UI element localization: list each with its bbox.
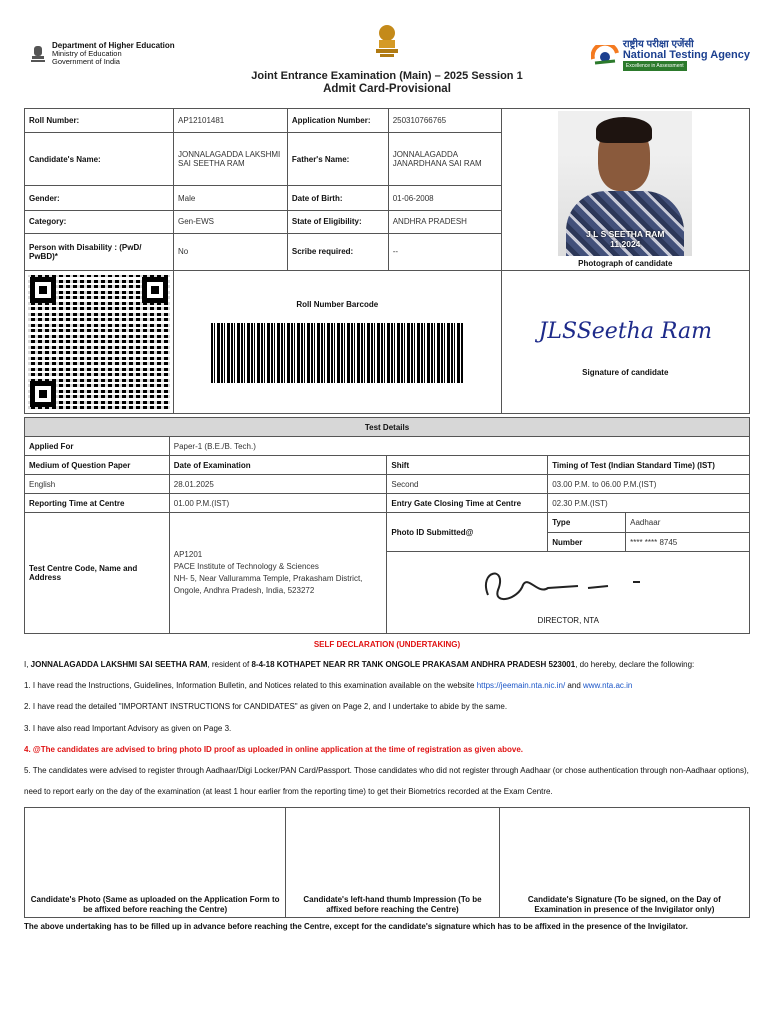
candidate-photo (558, 111, 692, 256)
state-value: ANDHRA PRADESH (388, 211, 501, 234)
test-details-heading: Test Details (25, 418, 750, 437)
dob-value: 01-06-2008 (388, 186, 501, 211)
roll-number-barcode (211, 323, 463, 383)
roll-number-value: AP12101481 (173, 109, 287, 133)
admit-card-title: Admit Card-Provisional (323, 83, 451, 95)
candidate-name-label: Candidate's Name: (25, 132, 174, 186)
nta-logo-icon (591, 45, 619, 67)
application-number-label: Application Number: (287, 109, 388, 133)
barcode-label: Roll Number Barcode (296, 299, 379, 309)
qr-cell (25, 271, 174, 414)
candidate-details-table (24, 108, 750, 414)
shift-value: Second (387, 475, 548, 494)
photo-id-label: Photo ID Submitted@ (387, 513, 548, 552)
declaration-title: SELF DECLARATION (UNDERTAKING) (313, 640, 461, 649)
test-details-table (24, 417, 750, 634)
jeemain-link[interactable]: https://jeemain.nta.nic.in/ (476, 681, 566, 690)
signature-box-caption: Candidate's Signature (To be signed, on the Day of Examination in presence of the Invigilator only) (527, 895, 721, 914)
test-centre-value (169, 513, 387, 634)
declaration-point-1: 1. I have read the Instructions, Guidelines, Information Bulletin, and Notices related to this examination available on the website https://jeemain.nta.nic.in/ and www.nta.ac.in (24, 681, 633, 690)
thumb-impression-box (286, 808, 499, 917)
nta-hindi: राष्ट्रीय परीक्षा एजेंसी (622, 39, 694, 50)
declaration-intro: I, JONNALAGADDA LAKSHMI SAI SEETHA RAM, resident of 8-4-18 KOTHAPET NEAR RR TANK ONGOLE PRAKASAM ANDHRA PRADESH 523001, do hereby, declare the following: (24, 660, 695, 669)
category-label: Category: (25, 211, 174, 234)
medium-value: English (25, 475, 170, 494)
applied-for-value: Paper-1 (B.E./B. Tech.) (169, 437, 749, 456)
reporting-time-value: 01.00 P.M.(IST) (169, 494, 387, 513)
affix-boxes (24, 807, 750, 918)
shift-label: Shift (387, 456, 548, 475)
national-emblem-icon (374, 24, 400, 58)
thumb-box-caption: Candidate's left-hand thumb Impression (To be affixed before reaching the Centre) (303, 895, 482, 914)
candidate-signature: JLSSeetha Ram (538, 319, 712, 344)
exam-date-label: Date of Examination (169, 456, 387, 475)
dept-name: Department of Higher Education (52, 41, 175, 50)
exam-date-value: 28.01.2025 (169, 475, 387, 494)
photo-box-caption: Candidate's Photo (Same as uploaded on the Application Form to be affixed before reaching the Centre) (30, 895, 280, 914)
gender-value: Male (173, 186, 287, 211)
director-signature-cell (387, 552, 750, 634)
footer-note: The above undertaking has to be filled up in advance before reaching the Centre, except for the candidate's signature which has to be affixed in the presence of the Invigilator. (24, 922, 688, 931)
centre-code: AP1201 (173, 550, 203, 559)
id-number-label: Number (548, 533, 626, 552)
declaration-point-2: 2. I have read the detailed "IMPORTANT INSTRUCTIONS for CANDIDATES" as given on Page 2, and I undertake to abide by the same. (24, 702, 508, 711)
self-declaration (24, 640, 750, 804)
test-centre-label: Test Centre Code, Name and Address (25, 513, 170, 634)
gender-label: Gender: (25, 186, 174, 211)
director-signature (468, 560, 668, 610)
medium-label: Medium of Question Paper (25, 456, 170, 475)
application-number-value: 250310766765 (388, 109, 501, 133)
father-name-value: JONNALAGADDA JANARDHANA SAI RAM (388, 132, 501, 186)
applied-for-label: Applied For (25, 437, 170, 456)
roll-number-label: Roll Number: (25, 109, 174, 133)
scribe-label: Scribe required: (287, 233, 388, 270)
id-number-value: **** **** 8745 (626, 533, 750, 552)
id-type-value: Aadhaar (626, 513, 750, 533)
dob-label: Date of Birth: (287, 186, 388, 211)
signature-cell (501, 271, 749, 414)
nta-english: National Testing Agency (622, 49, 750, 61)
dept-logo (30, 42, 175, 66)
category-value: Gen-EWS (173, 211, 287, 234)
pwd-value: No (173, 233, 287, 270)
father-name-label: Father's Name: (287, 132, 388, 186)
photo-name: J L S SEETHA RAM (586, 229, 665, 239)
exam-title: Joint Entrance Examination (Main) – 2025 Session 1 (251, 70, 523, 82)
qr-code (28, 275, 170, 409)
centre-address: NH- 5, Near Valluramma Temple, Prakasham District, Ongole, Andhra Pradesh, India, 523272 (173, 574, 363, 595)
state-label: State of Eligibility: (287, 211, 388, 234)
centre-name: PACE Institute of Technology & Sciences (173, 562, 319, 571)
declaration-point-4: 4. @The candidates are advised to bring photo ID proof as uploaded in online application at the time of registration as given above. (24, 745, 523, 754)
director-caption: DIRECTOR, NTA (537, 616, 599, 625)
id-type-label: Type (548, 513, 626, 533)
signature-caption: Signature of candidate (582, 368, 669, 377)
declaration-point-3: 3. I have also read Important Advisory as given on Page 3. (24, 724, 232, 733)
nta-tagline: Excellence in Assessment (623, 61, 687, 71)
emblem-icon (30, 44, 46, 64)
nta-link[interactable]: www.nta.ac.in (583, 681, 633, 690)
photo-caption: Photograph of candidate (578, 259, 673, 268)
timing-value: 03.00 P.M. to 06.00 P.M.(IST) (548, 475, 750, 494)
candidate-name-value: JONNALAGADDA LAKSHMI SAI SEETHA RAM (173, 132, 287, 186)
timing-label: Timing of Test (Indian Standard Time) (IST) (548, 456, 750, 475)
photo-cell (501, 109, 749, 271)
govt-name: Government of India (52, 57, 120, 66)
reporting-time-label: Reporting Time at Centre (25, 494, 170, 513)
gate-closing-value: 02.30 P.M.(IST) (548, 494, 750, 513)
gate-closing-label: Entry Gate Closing Time at Centre (387, 494, 548, 513)
photo-date: 11.2024 (610, 239, 641, 249)
candidate-photo-box (25, 808, 286, 917)
nta-logo (591, 40, 750, 71)
header (24, 22, 750, 100)
declaration-point-5: 5. The candidates were advised to register through Aadhaar/Digi Locker/PAN Card/Passport. Those candidates who did not register through Aadhaar (or chose authentication through non-Aadhaar options), need to report early on the day of the examination (at least 1 hour earlier from the reporting time) to get their Biometrics recorded at the Exam Centre. (24, 766, 749, 796)
scribe-value: -- (388, 233, 501, 270)
barcode-cell (173, 271, 501, 414)
declarant-name: JONNALAGADDA LAKSHMI SAI SEETHA RAM (30, 660, 208, 669)
pwd-label: Person with Disability : (PwD/ PwBD)* (25, 233, 174, 270)
ministry-name: Ministry of Education (52, 49, 122, 58)
declarant-address: 8-4-18 KOTHAPET NEAR RR TANK ONGOLE PRAKASAM ANDHRA PRADESH 523001 (251, 660, 576, 669)
candidate-signature-box (500, 808, 749, 917)
